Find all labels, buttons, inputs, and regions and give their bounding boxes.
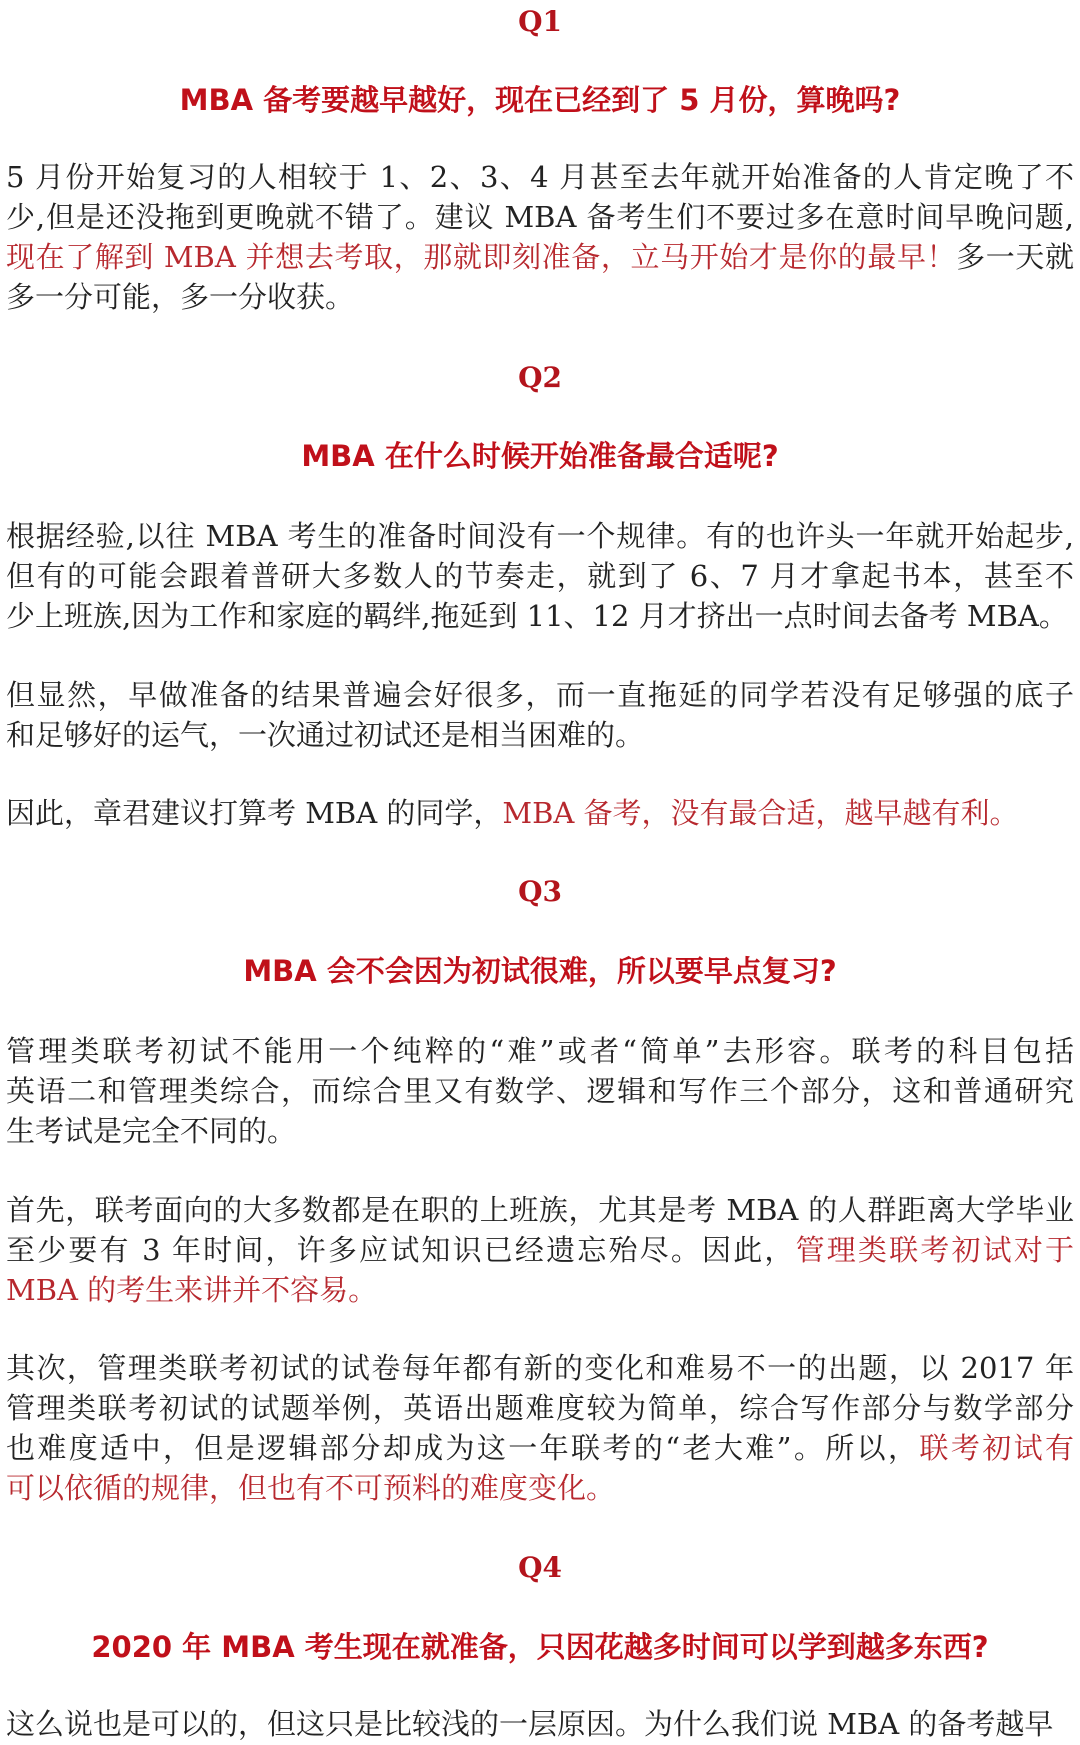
- paragraph-line: [6, 237, 1074, 277]
- paragraph-line: [6, 197, 1074, 237]
- paragraph-line: [6, 793, 1074, 833]
- highlighted-text: MBA 备考，没有最合适，越早越有利。: [502, 796, 1019, 830]
- body-text: 但有的可能会跟着普研大多数人的节奏走，就到了 6、7 月才拿起书本，甚至不: [6, 559, 1074, 593]
- paragraph-line: [6, 1111, 1074, 1151]
- body-text: 管理类联考初试的试题举例，英语出题难度较为简单，综合写作部分与数学部分: [6, 1391, 1074, 1425]
- body-text: 其次，管理类联考初试的试卷每年都有新的变化和难易不一的出题，以 2017 年: [6, 1351, 1074, 1385]
- highlighted-text: 联考初试有: [919, 1431, 1074, 1465]
- body-text: 但显然，早做准备的结果普遍会好很多，而一直拖延的同学若没有足够强的底子: [6, 678, 1074, 712]
- body-text: 英语二和管理类综合，而综合里又有数学、逻辑和写作三个部分，这和普通研究: [6, 1074, 1074, 1108]
- paragraph: [6, 1348, 1074, 1508]
- paragraph-line: [6, 1230, 1074, 1270]
- paragraph-line: [6, 1704, 1074, 1744]
- paragraph-line: [6, 1428, 1074, 1468]
- highlighted-text: 现在了解到 MBA 并想去考取，那就即刻准备，立马开始才是你的最早！: [6, 240, 957, 274]
- body-text: 5 月份开始复习的人相较于 1、2、3、4 月甚至去年就开始准备的人肯定晚了不: [6, 160, 1074, 194]
- body-text: 管理类联考初试不能用一个纯粹的“难”或者“简单”去形容。联考的科目包括: [6, 1034, 1074, 1068]
- paragraph-line: [6, 715, 1074, 755]
- paragraph-line: [6, 1270, 1074, 1310]
- section-label-q3: Q3: [518, 875, 562, 908]
- body-text: 生考试是完全不同的。: [6, 1114, 297, 1148]
- section-label-q1: Q1: [518, 5, 562, 38]
- paragraph-line: [6, 1388, 1074, 1428]
- paragraph-line: [6, 1348, 1074, 1388]
- body-text: 首先，联考面向的大多数都是在职的上班族，尤其是考 MBA 的人群距离大学毕业: [6, 1193, 1074, 1227]
- paragraph-line: [6, 516, 1074, 556]
- body-text: 根据经验,以往 MBA 考生的准备时间没有一个规律。有的也许头一年就开始起步,: [6, 519, 1074, 553]
- paragraph-line: [6, 556, 1074, 596]
- highlighted-text: 可以依循的规律，但也有不可预料的难度变化。: [6, 1471, 616, 1505]
- body-text: 少,但是还没拖到更晚就不错了。建议 MBA 备考生们不要过多在意时间早晚问题,: [6, 200, 1074, 234]
- paragraph: [6, 675, 1074, 755]
- paragraph: [6, 157, 1074, 317]
- body-text: 多一分可能，多一分收获。: [6, 280, 355, 314]
- paragraph: [6, 516, 1074, 636]
- paragraph-line: [6, 277, 1074, 317]
- highlighted-text: 管理类联考初试对于: [795, 1233, 1074, 1267]
- highlighted-text: MBA 的考生来讲并不容易。: [6, 1273, 378, 1307]
- paragraph-line: [6, 1031, 1074, 1071]
- paragraph-line: [6, 596, 1074, 636]
- paragraph-line: [6, 157, 1074, 197]
- section-heading-q3: MBA 会不会因为初试很难，所以要早点复习?: [243, 954, 837, 988]
- paragraph: [6, 793, 1074, 833]
- section-label-q2: Q2: [518, 361, 562, 394]
- body-text: 和足够好的运气，一次通过初试还是相当困难的。: [6, 718, 645, 752]
- section-label-q4: Q4: [518, 1551, 562, 1584]
- section-heading-q4: 2020 年 MBA 考生现在就准备，只因花越多时间可以学到越多东西?: [91, 1630, 989, 1664]
- paragraph: [6, 1704, 1074, 1744]
- section-heading-q1: MBA 备考要越早越好，现在已经到了 5 月份，算晚吗?: [179, 83, 901, 117]
- paragraph-line: [6, 675, 1074, 715]
- paragraph: [6, 1031, 1074, 1151]
- paragraph-line: [6, 1468, 1074, 1508]
- section-heading-q2: MBA 在什么时候开始准备最合适呢?: [301, 439, 779, 473]
- body-text: 少上班族,因为工作和家庭的羁绊,拖延到 11、12 月才挤出一点时间去备考 MBA。: [6, 599, 1068, 633]
- paragraph: [6, 1190, 1074, 1310]
- paragraph-line: [6, 1071, 1074, 1111]
- body-text: 多一天就: [956, 240, 1074, 274]
- body-text: 至少要有 3 年时间，许多应试知识已经遗忘殆尽。因此，: [6, 1233, 796, 1267]
- body-text: 因此，章君建议打算考 MBA 的同学，: [6, 796, 503, 830]
- body-text: 这么说也是可以的，但这只是比较浅的一层原因。为什么我们说 MBA 的备考越早: [6, 1707, 1054, 1741]
- paragraph-line: [6, 1190, 1074, 1230]
- body-text: 也难度适中，但是逻辑部分却成为这一年联考的“老大难”。所以，: [6, 1431, 920, 1465]
